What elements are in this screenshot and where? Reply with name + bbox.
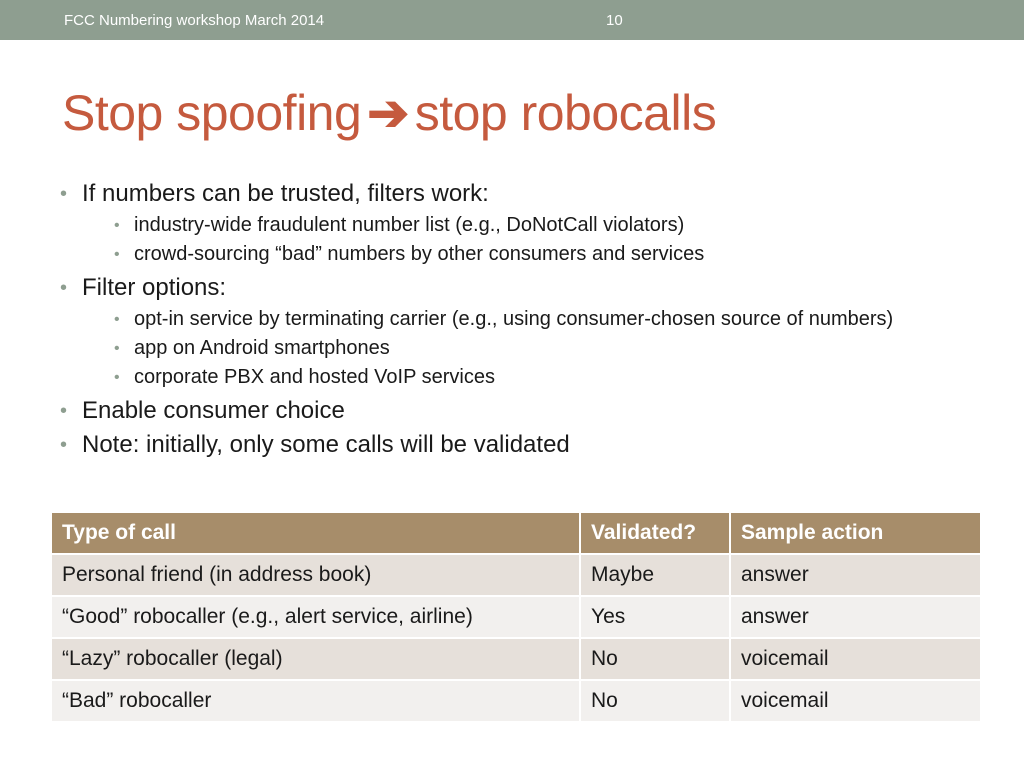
cell-type: “Bad” robocaller <box>52 680 580 722</box>
sub-bullet-list <box>82 214 960 266</box>
cell-validated: Yes <box>580 596 730 638</box>
title-left: Stop spoofing <box>62 85 362 141</box>
bullet-text: Note: initially, only some calls will be validated <box>82 431 570 458</box>
bullet-item <box>60 178 960 266</box>
cell-action: voicemail <box>730 680 981 722</box>
sub-bullet-item: • opt-in service by terminating carrier (e.g., using consumer-chosen source of numbers) <box>82 308 984 331</box>
footer-bar <box>0 0 1024 40</box>
bullet-item <box>60 272 960 389</box>
table-row <box>52 596 981 638</box>
bullet-text: If numbers can be trusted, filters work: <box>82 180 489 207</box>
slide-title <box>62 84 716 142</box>
header-type-of-call: Type of call <box>52 513 580 554</box>
table-row <box>52 554 981 596</box>
table-row <box>52 680 981 722</box>
sub-bullet-item: • corporate PBX and hosted VoIP services <box>82 366 984 389</box>
cell-validated: No <box>580 680 730 722</box>
title-right: stop robocalls <box>414 85 717 141</box>
call-validation-table <box>52 513 982 723</box>
cell-type: “Lazy” robocaller (legal) <box>52 638 580 680</box>
cell-validated: No <box>580 638 730 680</box>
cell-action: voicemail <box>730 638 981 680</box>
cell-type: “Good” robocaller (e.g., alert service, airline) <box>52 596 580 638</box>
bullet-item <box>60 429 960 461</box>
sub-bullet-item: • crowd-sourcing “bad” numbers by other consumers and services <box>82 243 984 266</box>
cell-type: Personal friend (in address book) <box>52 554 580 596</box>
cell-validated: Maybe <box>580 554 730 596</box>
bullet-list <box>60 178 960 463</box>
bullet-text: Filter options: <box>82 274 227 301</box>
header-sample-action: Sample action <box>730 513 981 554</box>
sub-bullet-list <box>82 308 960 389</box>
slide-number: 10 <box>606 12 623 29</box>
bullet-text: Enable consumer choice <box>82 397 345 424</box>
table-row <box>52 638 981 680</box>
workshop-label: FCC Numbering workshop March 2014 <box>64 12 325 29</box>
sub-bullet-item: • industry-wide fraudulent number list (e.g., DoNotCall violators) <box>82 214 984 237</box>
sub-bullet-item: • app on Android smartphones <box>82 337 984 360</box>
header-validated: Validated? <box>580 513 730 554</box>
arrow-right-icon: ➔ <box>367 85 409 141</box>
cell-action: answer <box>730 554 981 596</box>
table-header-row <box>52 513 981 554</box>
bullet-item <box>60 395 960 427</box>
cell-action: answer <box>730 596 981 638</box>
